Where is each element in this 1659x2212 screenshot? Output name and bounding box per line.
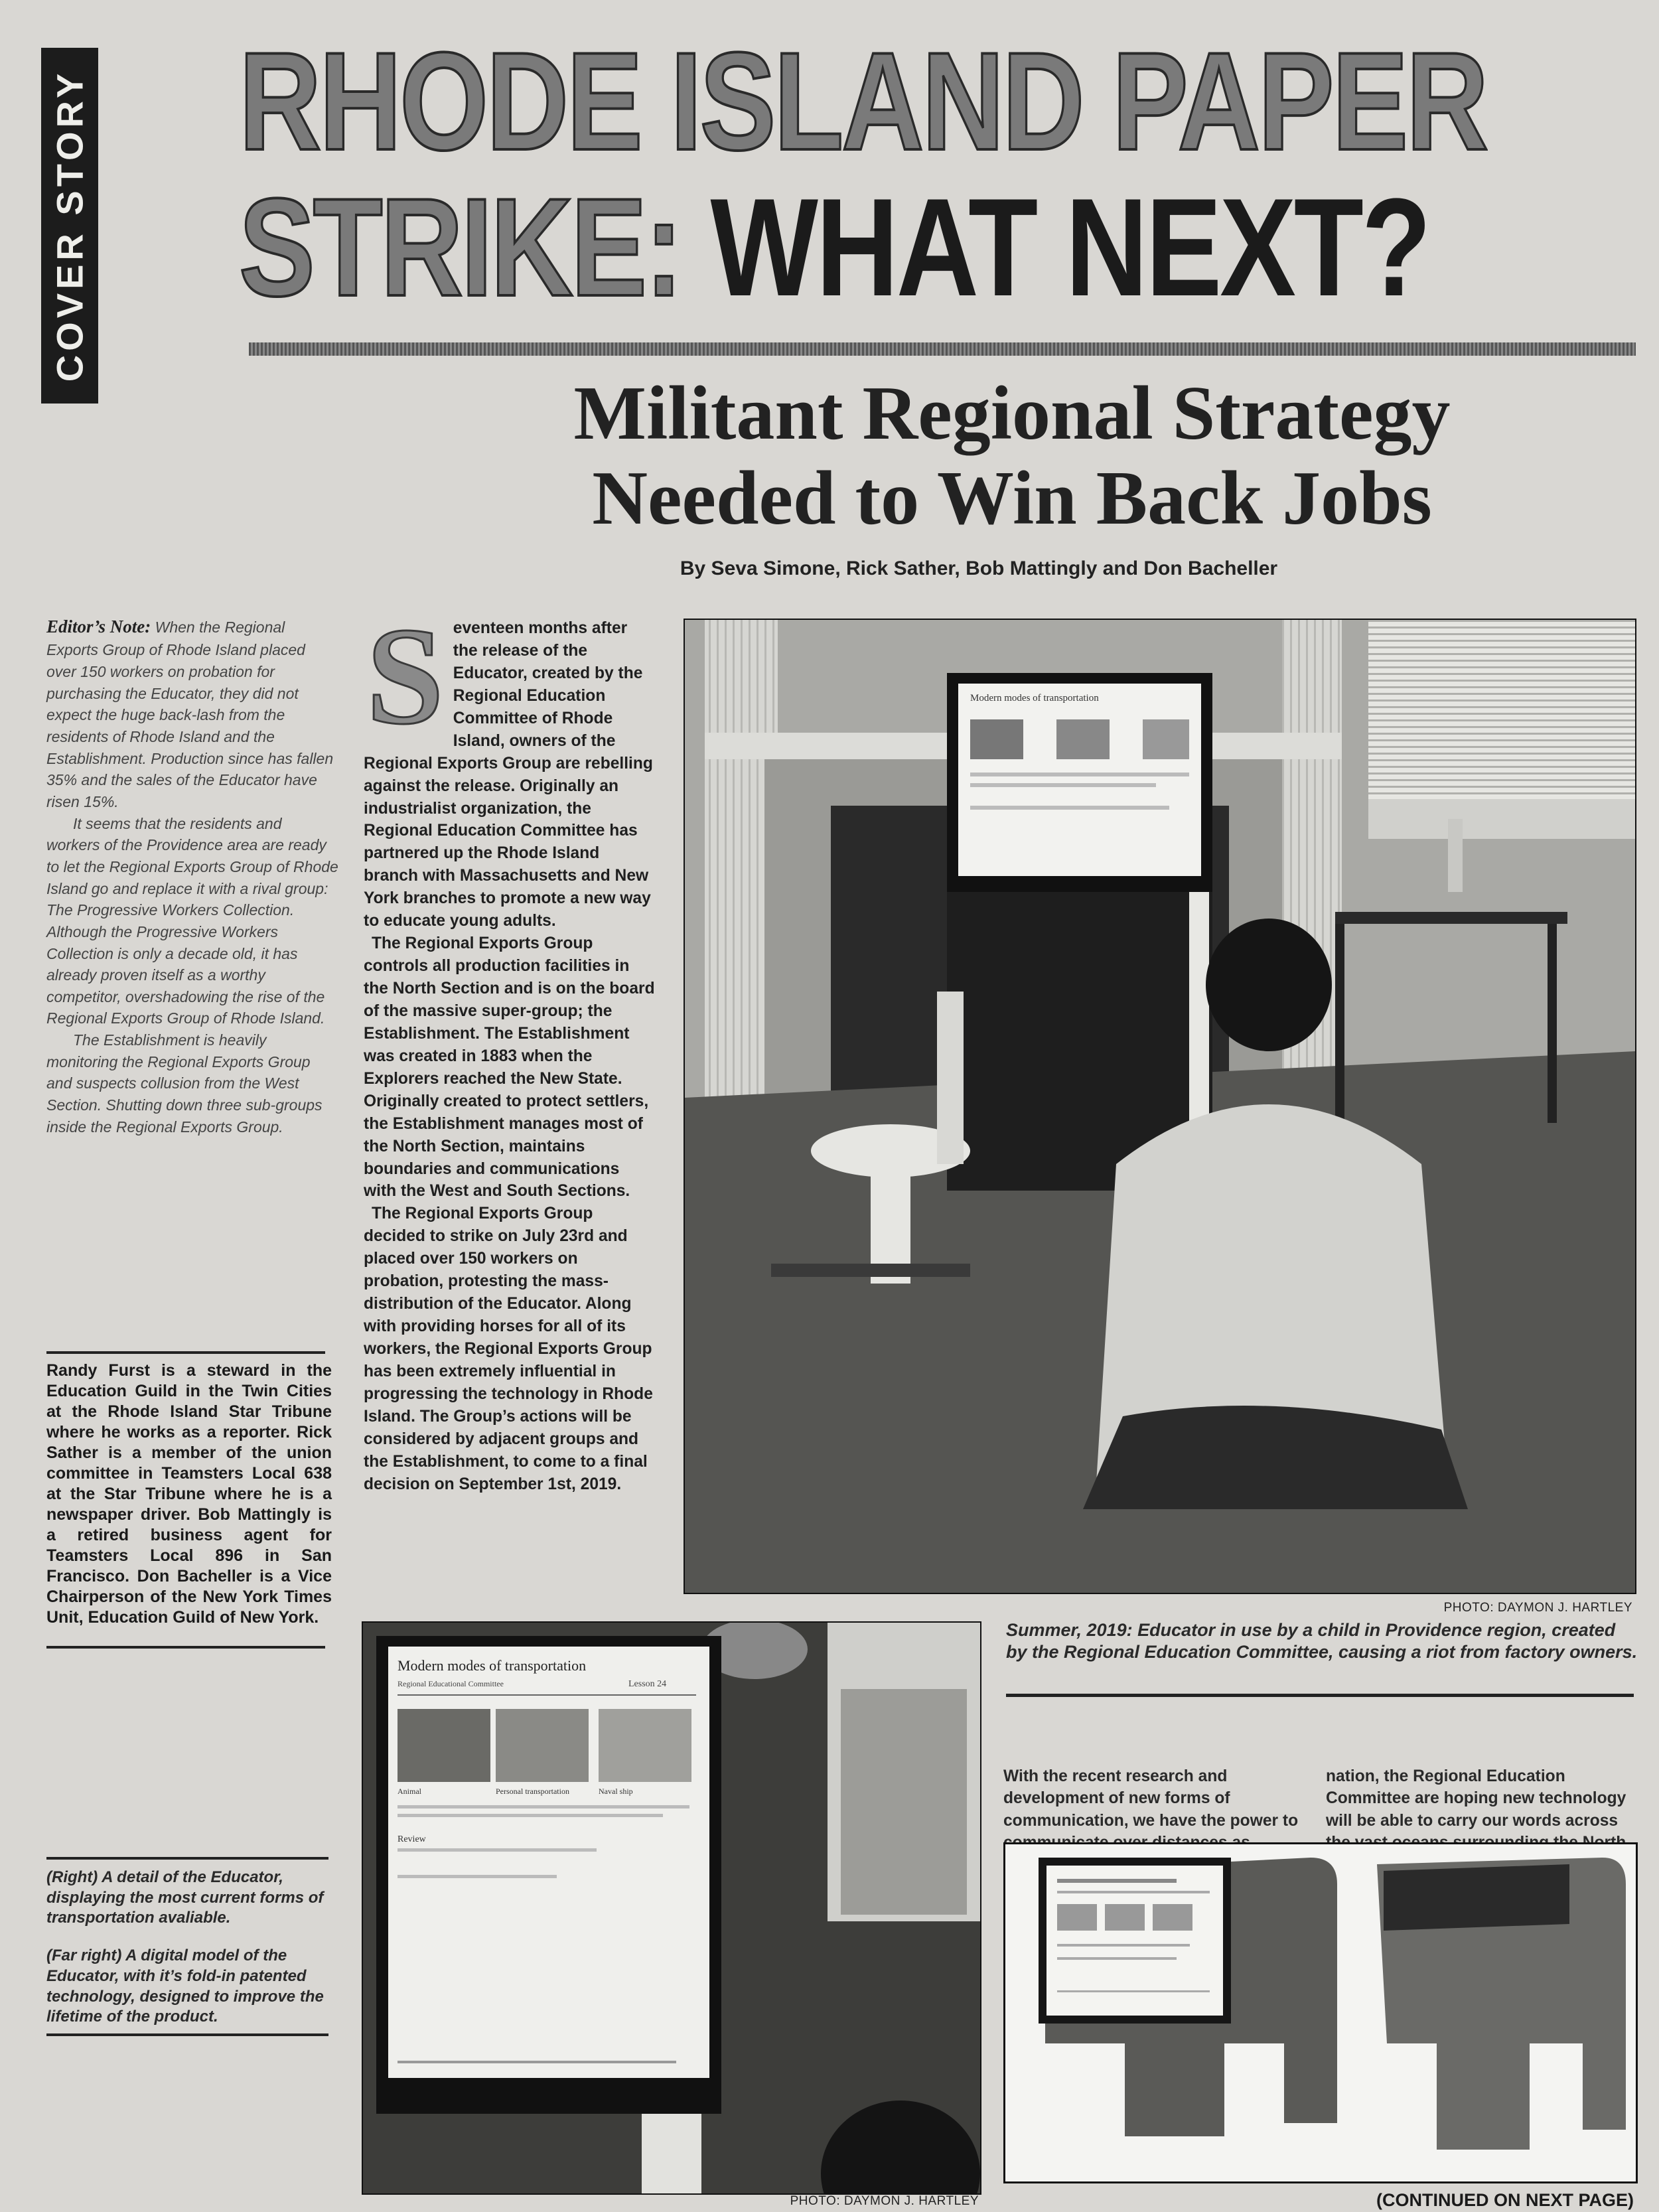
lower-text-col-2: nation, the Regional Education Committee are hoping new technology will be able to carry our words across — [1326, 1767, 1626, 1830]
section-tab-label: COVER STORY — [48, 69, 91, 382]
headline-line-2 — [239, 169, 1429, 325]
headline-divider — [249, 342, 1636, 356]
detail-screen-title: Modern modes of transportation — [397, 1657, 587, 1674]
detail-photo-credit: PHOTO: DAYMON J. HARTLEY — [790, 2194, 979, 2208]
drop-cap: S — [366, 599, 444, 753]
main-screen-title: Modern modes of transportation — [970, 693, 1099, 703]
main-photo — [684, 619, 1636, 1594]
byline: By Seva Simone, Rick Sather, Bob Mattingly and Don Bacheller — [680, 557, 1278, 579]
lower-text-col-1: With the recent research and development of new forms of communication, we have the power to — [1003, 1767, 1299, 1830]
continued-note: (CONTINUED ON NEXT PAGE) — [1376, 2190, 1634, 2210]
side-caption-rule-top — [46, 1857, 328, 1860]
model-render — [1003, 1842, 1638, 2183]
headline-what-next: WHAT NEXT? — [710, 169, 1429, 325]
subhead-line-1: Militant Regional Strategy — [573, 371, 1451, 456]
article-p1: eventeen months after the release of the Educator, created by the Regional Education Committee of Rhode Island, owners of the Regional Exports Group are rebelling against the release. Originally an industrialist organization, the Regional Education Committee has partnered up the Rhode Island branch with Massachusetts and New York branches to promote a new way to educate young adults. — [364, 619, 653, 930]
editors-note-p3: The Establishment is heavily monitoring the Regional Exports Group and suspects collusion from the West Section. Shutting down three sub-groups inside the Regional Exports Group. — [46, 1031, 323, 1136]
section-tab — [41, 48, 98, 404]
headline-strike: STRIKE: — [239, 169, 681, 325]
caption-far-right: (Far right) A digital model of the Educator, with it’s fold-in patented technology, designed to improve the lifetime of the product. — [46, 1947, 324, 2026]
subhead — [398, 372, 1626, 541]
bio-rule-top — [46, 1351, 325, 1354]
detail-screen-item-2: Personal transportation — [496, 1787, 569, 1796]
subhead-line-2: Needed to Win Back Jobs — [592, 455, 1432, 541]
editors-note — [46, 614, 338, 1138]
caption-divider — [1006, 1694, 1634, 1697]
detail-screen-review: Review — [397, 1834, 426, 1844]
bio-rule-bottom — [46, 1646, 325, 1649]
side-captions — [46, 1868, 332, 2045]
article-body — [364, 599, 656, 1496]
detail-screen-lesson: Lesson 24 — [628, 1679, 667, 1689]
article-p2: The Regional Exports Group controls all production facilities in the North Section and is on the board of the massive super-group; the Establishment. The Establishment was created in 1883 when the Explorers reached the New State. Originally created to protect settlers, the Establishment manages most of the North Section, maintains boundaries and communications with the West and South Sections. — [364, 934, 655, 1201]
editors-note-p1: When the Regional Exports Group of Rhode Island placed over 150 workers on probation for purchasing the Educator, they did not expect the huge back-lash from the residents of Rhode Island and the Establishment. Production since has fallen 35% and the sales of the Educator have risen 15%. — [46, 619, 334, 810]
headline-line-1: RHODE ISLAND PAPER — [239, 23, 1486, 179]
main-photo-caption: Summer, 2019: Educator in use by a child in Providence region, created by the Regional Education Committee, causing a riot from factory owners. — [1006, 1620, 1638, 1662]
author-bio: Randy Furst is a steward in the Education Guild in the Twin Cities at the Rhode Island Star Tribune where he works as a reporter. Rick Sather is a member of the union committee in Teamsters Local 638 at the Star Tribune where he is a newspaper driver. Bob Mattingly is a retired business agent for Teamsters Local 896 in San Francisco. Don Bacheller is a Vice Chairperson of the New York Times Unit, Education Guild of New York. — [46, 1361, 332, 1627]
side-caption-rule-bottom — [46, 2033, 328, 2036]
detail-screen-item-3: Naval ship — [599, 1787, 633, 1796]
detail-screen-subtitle: Regional Educational Committee — [397, 1679, 504, 1688]
detail-screen-item-1: Animal — [397, 1787, 421, 1796]
editors-note-label: Editor’s Note: — [46, 617, 151, 636]
caption-right: (Right) A detail of the Educator, displaying the most current forms of transportation avaliable. — [46, 1868, 324, 1927]
editors-note-p2: It seems that the residents and workers of the Providence area are ready to let the Regional Exports Group of Rhode Island go and replace it with a rival group: The Progressive Workers Collection. Although the Progressive Workers Collection is only a decade old, it has already proven itself as a worthy competitor, overshadowing the rise of the Regional Exports Group of Rhode Island. — [46, 814, 338, 1027]
detail-photo — [362, 1621, 981, 2195]
main-photo-credit: PHOTO: DAYMON J. HARTLEY — [1443, 1601, 1632, 1615]
article-p3: The Regional Exports Group decided to strike on July 23rd and placed over 150 workers on probation, protesting the mass-distribution of the Educator. Along with providing horses for all of its workers, the Regional Exports Group has been extremely influential in progressing the technology in Rhode Island. The Group’s actions will be considered by adjacent groups and the Establishment, to come to a final decision on September 1st, 2019. — [364, 1205, 653, 1493]
